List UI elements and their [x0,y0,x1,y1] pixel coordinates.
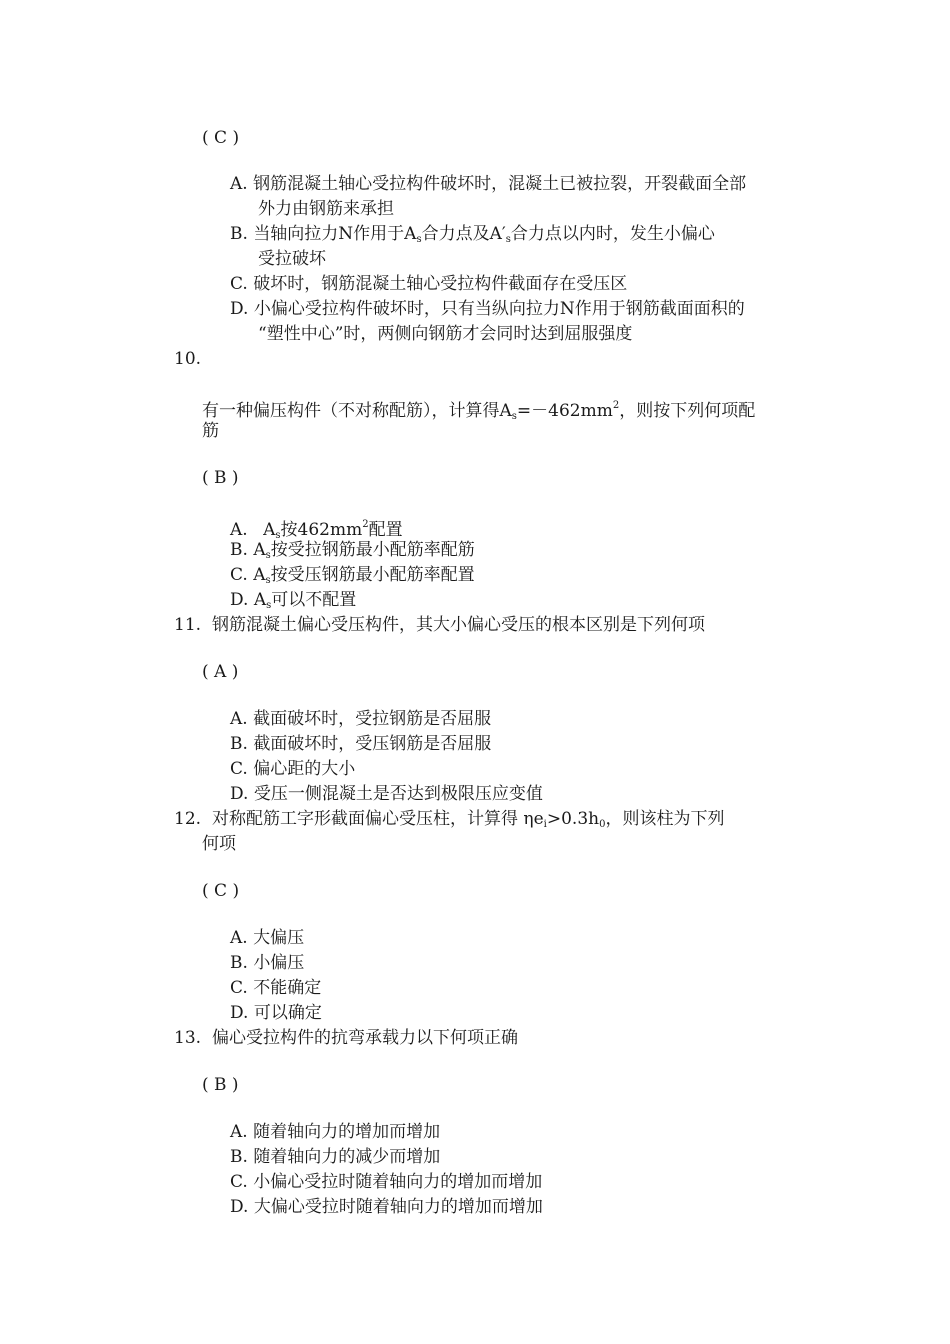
option-text: $A_s$按受压钢筋最小配筋率配置 [253,565,475,586]
q9-option-a [230,172,746,196]
option-text: 小偏压 [253,953,305,973]
q11-answer: ( A ) [202,662,239,682]
q12-answer: ( C ) [202,881,240,901]
option-letter: C. [230,978,248,998]
option-text: 随着轴向力的减少而增加 [253,1147,441,1167]
option-text: 受压一侧混凝土是否达到极限压应变值 [253,784,543,804]
q9-option-c [230,272,627,296]
option-text: 截面破坏时，受拉钢筋是否屈服 [253,709,492,729]
option-letter: C. [230,565,248,585]
option-letter: B. [230,1147,248,1167]
option-letter: A. [230,520,248,540]
option-letter: B. [230,734,248,754]
option-text: 小偏心受拉时随着轴向力的增加而增加 [253,1172,543,1192]
option-letter: A. [230,1122,248,1142]
q10-text: 有一种偏压构件（不对称配筋），计算得$A_s=-462mm^2$，则按下列何项配 [202,400,756,422]
option-text: $A_s$按$462mm^2$配置 [263,519,403,541]
q9-option-d-cont: “塑性中心”时，两侧向钢筋才会同时达到屈服强度 [258,324,633,344]
option-letter: C. [230,274,248,294]
q12-text: 对称配筋工字形截面偏心受压柱，计算得 $\eta e_i>0.3h_0$，则该柱为下列 [212,809,725,830]
option-letter: C. [230,759,248,779]
q12-option-c [230,976,321,1000]
option-text: 可以确定 [253,1003,322,1023]
option-letter: D. [230,1003,249,1023]
option-text: 不能确定 [253,978,322,998]
q13-answer: ( B ) [202,1075,239,1095]
option-letter: D. [230,590,249,610]
q12-option-d [230,1001,322,1025]
option-letter: D. [230,299,249,319]
option-letter: B. [230,540,248,560]
q11-option-a [230,707,491,731]
option-letter: A. [230,709,248,729]
option-text: 偏心距的大小 [253,759,356,779]
q12-text-cont: 何项 [202,834,236,854]
q9-answer: ( C ) [202,128,240,148]
q11-option-b [230,732,491,756]
q11-option-d [230,782,543,806]
q13-number: 13. [174,1028,202,1048]
option-text: $A_s$可以不配置 [253,590,357,611]
option-text: 随着轴向力的增加而增加 [253,1122,441,1142]
q10-number: 10. [174,349,202,369]
option-letter: B. [230,224,248,244]
q11-text: 钢筋混凝土偏心受压构件，其大小偏心受压的根本区别是下列何项 [212,615,705,635]
option-letter: B. [230,953,248,973]
option-letter: A. [230,174,248,194]
q13-text: 偏心受拉构件的抗弯承载力以下何项正确 [212,1028,518,1048]
option-text: 当轴向拉力N作用于$A_s$合力点及$A'_s$合力点以内时，发生小偏心 [253,224,715,245]
q12-number: 12. [174,809,202,829]
option-text: 钢筋混凝土轴心受拉构件破坏时，混凝土已被拉裂，开裂截面全部 [253,174,747,194]
q12-option-a [230,926,304,950]
option-text: 大偏压 [253,928,305,948]
q13-option-d [230,1195,543,1219]
q10-text-cont: 筋 [202,421,219,441]
option-text: 截面破坏时，受压钢筋是否屈服 [253,734,492,754]
q13-option-b [230,1145,440,1169]
option-text: 小偏心受拉构件破坏时，只有当纵向拉力N作用于钢筋截面面积的 [253,299,745,319]
q11-option-c [230,757,355,781]
option-letter: D. [230,784,249,804]
q9-option-a-cont: 外力由钢筋来承担 [258,199,394,219]
option-text: $A_s$按受拉钢筋最小配筋率配筋 [253,540,475,561]
option-letter: C. [230,1172,248,1192]
option-text: 破坏时，钢筋混凝土轴心受拉构件截面存在受压区 [253,274,628,294]
q13-option-a [230,1120,440,1144]
q12-option-b [230,951,304,975]
option-letter: D. [230,1197,249,1217]
q9-option-b-cont: 受拉破坏 [258,249,326,269]
q11-number: 11. [174,615,202,635]
option-text: 大偏心受拉时随着轴向力的增加而增加 [253,1197,543,1217]
q10-answer: ( B ) [202,468,239,488]
option-letter: A. [230,928,248,948]
q9-option-d [230,297,745,321]
q13-option-c [230,1170,542,1194]
